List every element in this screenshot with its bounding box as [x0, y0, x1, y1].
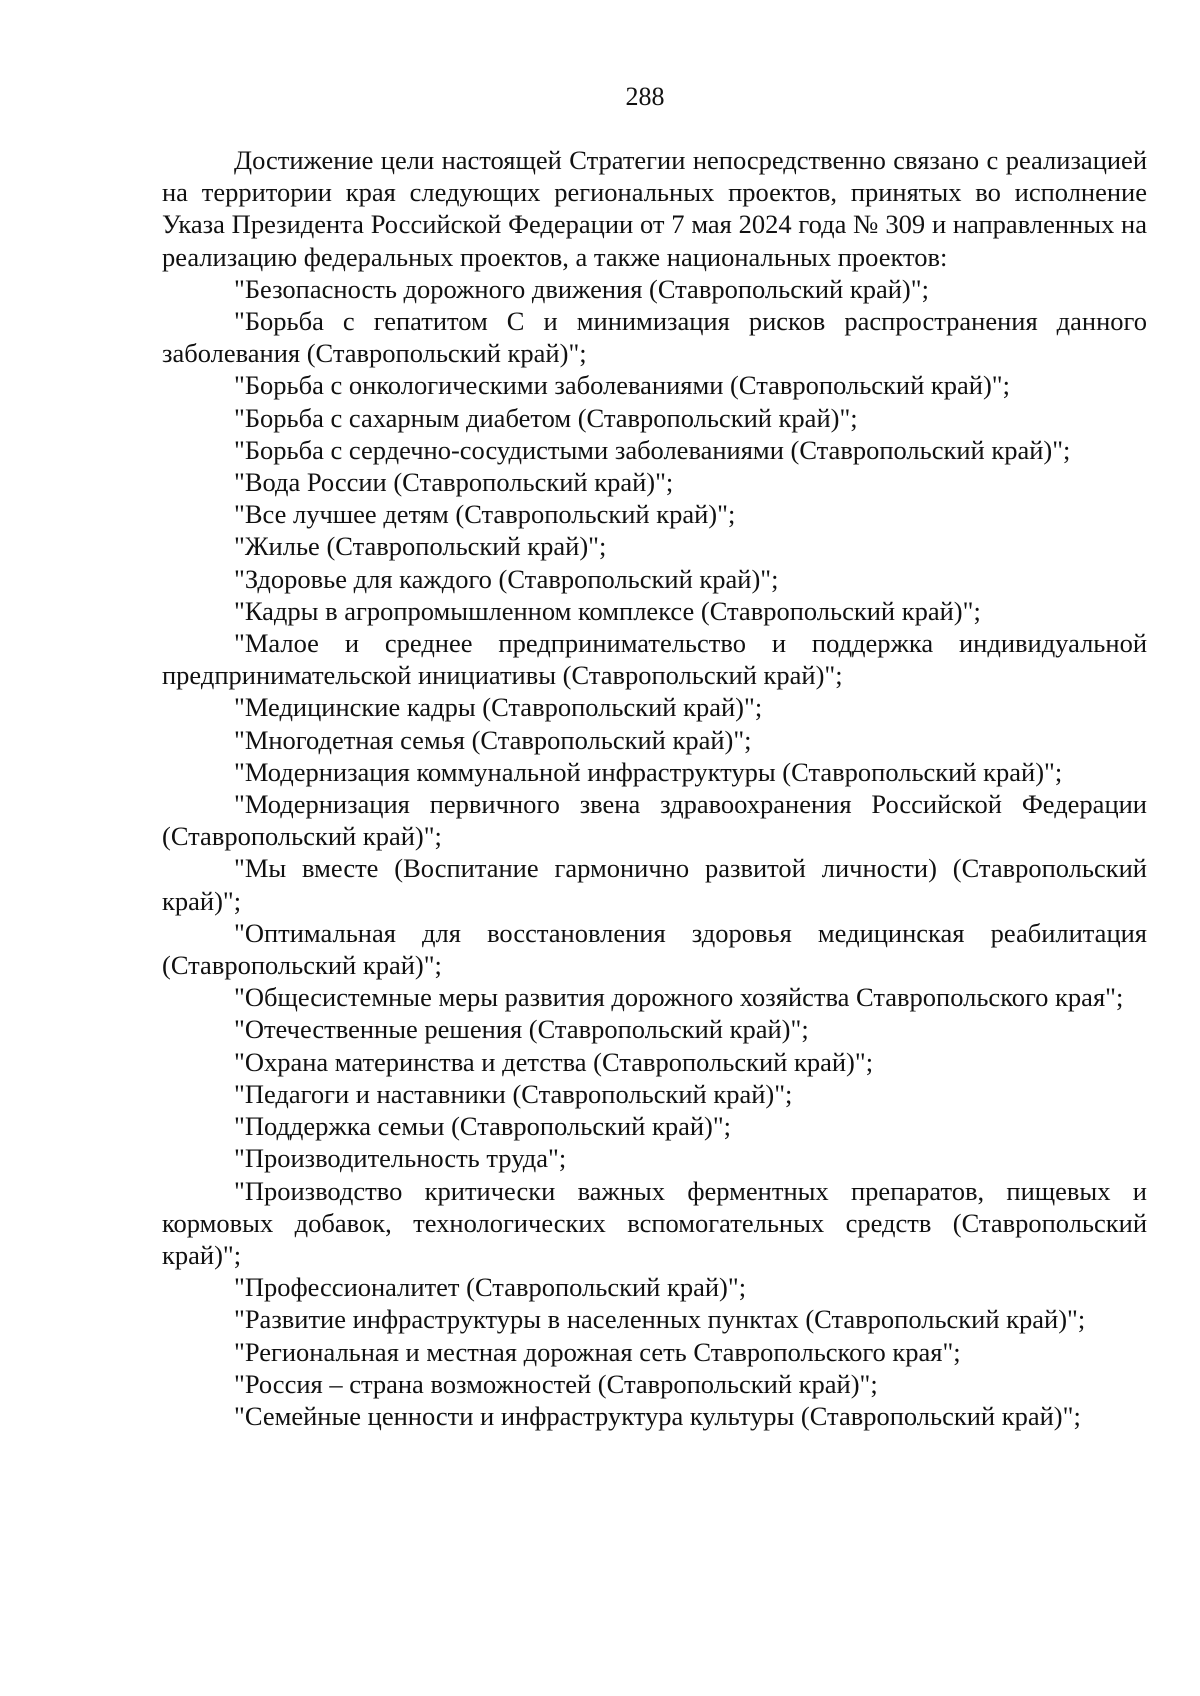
project-item: "Отечественные решения (Ставропольский край)";: [234, 1014, 809, 1045]
project-item: "Охрана материнства и детства (Ставропольский край)";: [234, 1046, 874, 1077]
project-item: "Жилье (Ставропольский край)";: [234, 531, 607, 562]
project-item: "Производительность труда";: [234, 1143, 567, 1174]
project-item: "Региональная и местная дорожная сеть Ставропольского края";: [234, 1336, 961, 1367]
project-item: "Оптимальная для восстановления здоровья медицинская реабилитация (Ставропольский край)";: [162, 917, 1147, 981]
project-item: "Модернизация коммунальной инфраструктуры (Ставропольский край)";: [234, 756, 1063, 787]
project-item: "Мы вместе (Воспитание гармонично развитой личности) (Ставропольский край)";: [162, 853, 1147, 916]
project-item: "Медицинские кадры (Ставропольский край)";: [234, 692, 763, 723]
project-item: "Борьба с онкологическими заболеваниями (Ставропольский край)";: [234, 370, 1010, 401]
project-item: "Поддержка семьи (Ставропольский край)";: [234, 1111, 732, 1142]
project-item: "Здоровье для каждого (Ставропольский край)";: [234, 563, 779, 594]
project-item: "Россия – страна возможностей (Ставропольский край)";: [234, 1368, 878, 1399]
project-item: "Безопасность дорожного движения (Ставропольский край)";: [234, 273, 929, 304]
project-item: "Модернизация первичного звена здравоохранения Российской Федерации (Ставропольский край)";: [162, 789, 1147, 852]
project-item: "Кадры в агропромышленном комплексе (Ставропольский край)";: [234, 595, 981, 626]
project-item: "Борьба с сердечно-сосудистыми заболеваниями (Ставропольский край)";: [234, 434, 1071, 465]
document-body: [162, 144, 1147, 1432]
project-item: "Борьба с гепатитом С и минимизация рисков распространения данного заболевания (Ставропольский край)";: [162, 306, 1147, 369]
project-item: "Развитие инфраструктуры в населенных пунктах (Ставропольский край)";: [234, 1304, 1086, 1335]
project-item: "Производство критически важных ферментных препаратов, пищевых и кормовых добавок, технологических вспомогательных средств (Ставропольский край)";: [162, 1175, 1147, 1270]
project-item: "Профессионалитет (Ставропольский край)";: [234, 1272, 747, 1303]
project-item: "Общесистемные меры развития дорожного хозяйства Ставропольского края";: [234, 982, 1124, 1013]
project-item: "Малое и среднее предпринимательство и поддержка индивидуальной предпринимательской инициативы (Ставропольский край)";: [162, 628, 1147, 691]
page-number: 288: [625, 82, 665, 111]
project-item: "Вода России (Ставропольский край)";: [234, 467, 674, 498]
project-item: "Борьба с сахарным диабетом (Ставропольский край)";: [234, 402, 858, 433]
project-item: "Семейные ценности и инфраструктура культуры (Ставропольский край)";: [234, 1400, 1081, 1431]
project-item: "Все лучшее детям (Ставропольский край)";: [234, 499, 736, 530]
project-item: "Педагоги и наставники (Ставропольский край)";: [234, 1078, 793, 1109]
project-item: "Многодетная семья (Ставропольский край)";: [234, 724, 752, 755]
intro-paragraph: Достижение цели настоящей Стратегии непосредственно связано с реализацией на территории края следующих региональных проектов, принятых во исполнение Указа Президента Российской Федерации от 7 мая 2024 года № 309 и направленных на реализацию федеральных проектов, а также национальных проектов:: [162, 145, 1147, 272]
